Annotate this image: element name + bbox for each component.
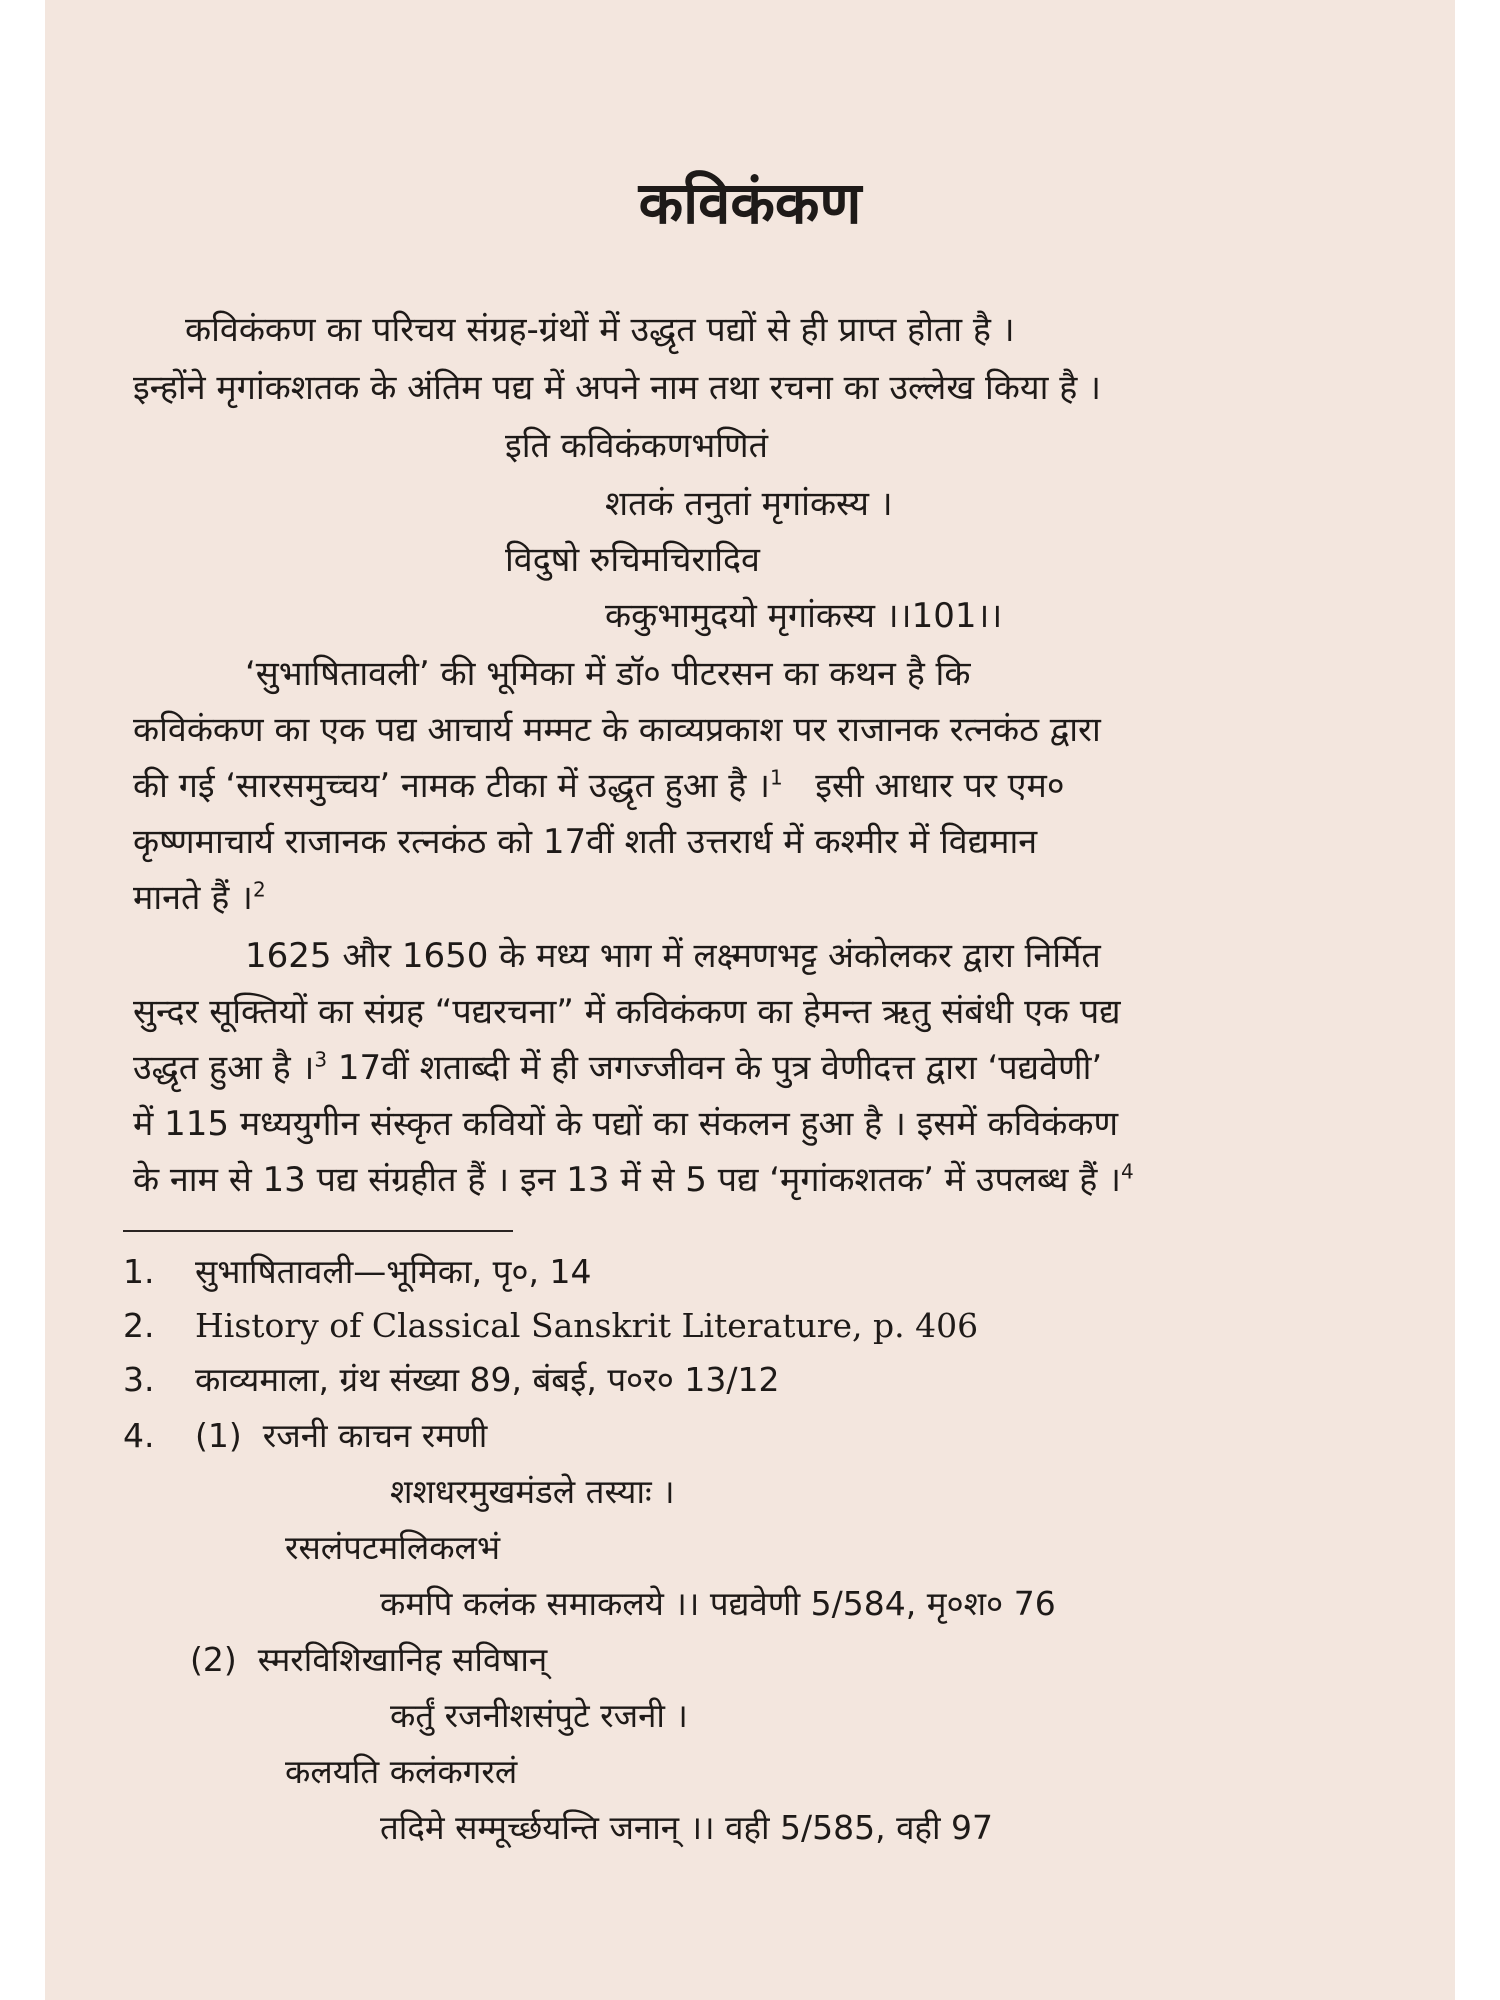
footnote-2: 2. History of Classical Sanskrit Literature, p. 406 [123, 1306, 979, 1345]
footnote-4-label-1: (1) [195, 1416, 242, 1455]
footnote-divider [123, 1230, 513, 1232]
footnote-4-verse1-line-4: कमपि कलंक समाकलये ।। पद्यवेणी 5/584, मृ०श० 76 [380, 1584, 1056, 1623]
footnote-4-verse2-line-4: तदिमे सम्मूर्च्छयन्ति जनान् ।। वही 5/585, वही 97 [380, 1808, 993, 1847]
footnote-ref-2: 2 [252, 877, 266, 902]
footnote-ref-3: 3 [314, 1047, 328, 1072]
footnote-4-verse2-line-3: कलयति कलंकगरलं [285, 1752, 518, 1791]
para2-line-2: कविकंकण का एक पद्य आचार्य मम्मट के काव्यप्रकाश पर राजानक रत्नकंठ द्वारा [133, 710, 1101, 750]
para3-line-5: में 115 मध्ययुगीन संस्कृत कवियों के पद्यों का संकलन हुआ है । इसमें कविकंकण [133, 1104, 1119, 1144]
para3-line-3: उद्धृत हुआ है ।$^3$ 17वीं शताब्दी में ही जगज्जीवन के पुत्र वेणीदत्त द्वारा ‘पद्यवेणी’ [133, 1047, 1103, 1088]
para2-line-1: ‘सुभाषितावली’ की भूमिका में डॉ० पीटरसन का कथन है कि [245, 654, 971, 694]
para3-line-1: 1625 और 1650 के मध्य भाग में लक्ष्मणभट्ट अंकोलकर द्वारा निर्मित [245, 936, 1101, 976]
footnote-4-verse1-line-2: शशधरमुखमंडले तस्याः । [390, 1472, 675, 1511]
para2-line-6: मानते हैं ।$^2$ [133, 877, 266, 918]
para2-line-3: की गई ‘सारसमुच्चय’ नामक टीका में उद्धृत हुआ है ।$^1$ इसी आधार पर एम० [133, 765, 1065, 806]
footnote-4-verse2-line-2: कर्तुं रजनीशसंपुटे रजनी । [390, 1696, 688, 1735]
page-title: कविकंकण [638, 169, 862, 237]
footnote-3: 3. काव्यमाला, ग्रंथ संख्या 89, बंबई, प०र० 13/12 [123, 1360, 780, 1399]
verse-line-1: इति कविकंकणभणितं [505, 426, 768, 466]
footnote-4-verse2-line-1: (2) स्मरविशिखानिह सविषान् [190, 1640, 548, 1679]
intro-line-1: कविकंकण का परिचय संग्रह-ग्रंथों में उद्धृत पद्यों से ही प्राप्त होता है । [185, 310, 1015, 350]
footnote-4-label-2: (2) [190, 1640, 237, 1679]
footnote-ref-1: 1 [770, 765, 783, 790]
para3-line-6: के नाम से 13 पद्य संग्रहीत हैं । इन 13 में से 5 पद्य ‘मृगांकशतक’ में उपलब्ध हैं ।$^4$ [133, 1159, 1134, 1200]
para3-line-2: सुन्दर सूक्तियों का संग्रह “पद्यरचना” में कविकंकण का हेमन्त ऋतु संबंधी एक पद्य [133, 992, 1121, 1032]
para2-line-5: कृष्णमाचार्य राजानक रत्नकंठ को 17वीं शती उत्तरार्ध में कश्मीर में विद्यमान [133, 822, 1038, 862]
verse-line-3: विदुषो रुचिमचिरादिव [505, 540, 760, 580]
verse-line-2: शतकं तनुतां मृगांकस्य । [605, 484, 893, 524]
footnote-ref-4: 4 [1120, 1159, 1134, 1184]
footnote-4-verse1-line-3: रसलंपटमलिकलभं [285, 1528, 501, 1567]
footnote-1: 1. सुभाषितावली—भूमिका, पृ०, 14 [123, 1252, 592, 1291]
book-page [45, 0, 1455, 2000]
intro-line-2: इन्होंने मृगांकशतक के अंतिम पद्य में अपने नाम तथा रचना का उल्लेख किया है । [133, 368, 1101, 408]
verse-line-4: ककुभामुदयो मृगांकस्य ।।101।। [605, 596, 1003, 636]
footnote-4: 4. (1) रजनी काचन रमणी [123, 1416, 488, 1455]
